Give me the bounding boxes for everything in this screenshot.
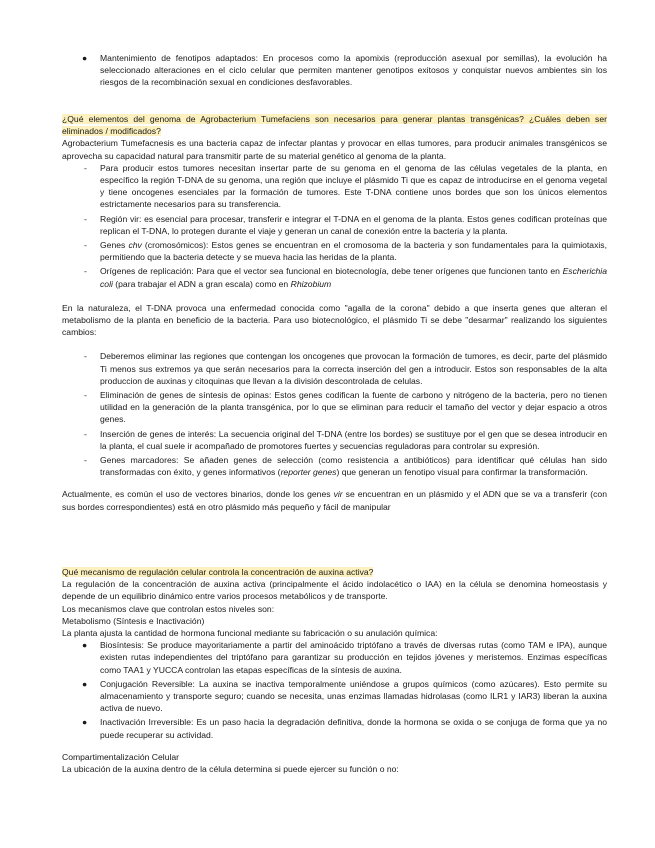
paragraph [62,488,607,512]
section-agrobacterium [62,113,607,513]
list-item [62,213,607,237]
dash-icon: - [84,266,87,277]
para-post: se encuentran en un plásmido y el ADN que se va a transferir (con sus bordes correspondientes) está en otro plásmido más pequeño y fácil de manipular [62,489,607,512]
dash-icon: - [84,162,87,173]
paragraph: La regulación de la concentración de auxina activa (principalmente el ácido indolacético o IAA) en la célula se denomina homeostasis y depende de un equilibrio dinámico entre varios procesos metabólicos y de transporte. [62,579,607,602]
item-text-em: Escherichia coli [100,266,607,289]
section-heading [62,566,607,578]
section-auxina [62,566,607,775]
item-text: En procesos como la apomixis (reproducción asexual por semillas), la evolución ha seleccionado alteraciones en el ciclo celular que permiten mantener genotipos exitosos y conquistar nuevos ambientes sin los riesgos de la recombinación sexual en condiciones desfavorables. [100,53,607,88]
item-text: Deberemos eliminar las regiones que contengan los oncogenes que provocan la formación de tumores, es decir, parte del plásmido Ti menos sus extremos ya que serán necesarios para la correcta inserción del gen a introducir. Estos son responsables de la alta produccion de auxinas y citoquinas que llevan a la división descontrolada de celulas. [100,351,607,386]
list-item [62,678,607,715]
paragraph: La planta ajusta la cantidad de hormona funcional mediante su fabricación o su anulación química: [62,628,438,639]
list-item [62,350,607,387]
item-text: Inserción de genes de interés: La secuencia original del T-DNA (entre los bordes) se sustituye por el gen que se desea introducir en la planta, el cual suele ir acompañado de promotores fuertes y secuencias reguladoras para controlar su expresión. [100,428,607,451]
heading-highlight: ¿Qué elementos del genoma de Agrobacterium Tumefaciens son necesarios para generar plantas transgénicas? ¿Cuáles deben ser eliminados / modificados? [62,114,607,137]
dash-list [62,162,607,290]
bullet-list [62,52,607,89]
bullet-dot-icon: ● [82,53,88,63]
bullet-list [62,639,607,741]
dash-icon: - [84,455,87,466]
item-text-em: reporter genes [280,467,337,478]
item-text: Para producir estos tumores necesitan insertar parte de su genoma en el genoma de las células vegetales de la planta, en específico la región T-DNA de su genoma, una región que incluye el plásmido Ti que es capaz de introducirse en el genoma vegetal y tiene oncogenes esenciales par la formación de tumores. Este T-DNA contiene unos bordes que son los únicos elementos estrictamente necesarios para su transferencia. [100,162,607,210]
subheading: Compartimentalización Celular [62,751,180,762]
item-text-pre: Genes [100,240,129,251]
list-item [62,639,607,676]
item-label: Mantenimiento de fenotipos adaptados: [100,53,258,63]
item-text-post: (cromosómicos): Estos genes se encuentran en el cromosoma de la bacteria y son fundamentales para la quimiotaxis, permitiendo que la bacteria detecte y se mueva hacia las heridas de la planta. [100,240,607,263]
paragraph: La ubicación de la auxina dentro de la célula determina si puede ejercer su función o no: [62,764,399,775]
bullet-dot-icon: ● [82,678,88,689]
item-text-em2: Rhizobium [290,278,332,289]
list-item [62,716,607,740]
dash-icon: - [84,390,87,401]
dash-list [62,350,607,478]
list-item [62,454,607,478]
item-text-pre: Orígenes de replicación: Para que el vector sea funcional en biotecnología, debe tener orígenes que funcionen tanto en [100,266,563,277]
item-text: Conjugación Reversible: La auxina se inactiva temporalmente uniéndose a grupos químicos (como azúcares). Esto permite su almacenamiento y transporte seguro; cuando se necesita, unas enzimas llamadas hidrolasas (como ILR1 y IAR3) liberan la auxina activa de nuevo. [100,678,607,714]
paragraph: En la naturaleza, el T-DNA provoca una enfermedad conocida como "agalla de la corona" debido a que inserta genes que alteran el metabolismo de la planta en beneficio de la bacteria. Para uso biotecnológico, el plásmido Ti se debe "desarmar" realizando los siguientes cambios: [62,302,607,338]
section-heading [62,113,607,137]
list-item [62,52,607,89]
dash-icon: - [84,213,87,224]
item-text: Inactivación Irreversible: Es un paso hacia la degradación definitiva, donde la hormona se oxida o se conjuga de forma que ya no puede recuperar su actividad. [100,717,607,740]
list-item [62,239,607,263]
list-item [62,162,607,211]
bullet-dot-icon: ● [82,640,88,651]
para-em: vir [333,489,343,500]
item-text: Eliminación de genes de síntesis de opinas: Estos genes codifican la fuente de carbono y nitrógeno de la bacteria, pero no tienen utilidad en la generación de la planta transgénica, por lo que se eliminan para reducir el tamaño del vector y dejar espacio a otros genes. [100,390,607,425]
item-text-mid: (para trabajar el ADN a gran escala) como en [112,278,291,289]
item-text: Biosíntesis: Se produce mayoritariamente a partir del aminoácido triptófano a través de diversas rutas (como TAM e IPA), aunque existen rutas independientes del triptófano para garantizar su producción en tejidos jóvenes y meristemos. Enzimas específicas como TAA1 y YUCCA controlan las etapas específicas de la síntesis de auxina. [100,640,607,675]
dash-icon: - [84,351,87,362]
section-apomixis [62,52,607,91]
subheading: Metabolismo (Síntesis e Inactivación) [62,615,205,626]
item-text-em: chv [128,240,142,251]
bullet-dot-icon: ● [82,717,88,728]
item-text: Región vir: es esencial para procesar, transferir e integrar el T-DNA en el genoma de la planta. Estos genes codifican proteínas que replican el T-DNA, lo protegen durante el viaje y generan un canal de conexión entre la bacteria y la planta. [100,213,607,236]
item-text-pre: Genes marcadores: Se añaden genes de selección (como resistencia a antibióticos) para identificar qué células han sido transformadas con éxito, y genes informativos ( [100,455,607,478]
list-item [62,428,607,452]
list-item [62,389,607,426]
paragraph: Agrobacterium Tumefacnesis es una bacteria capaz de infectar plantas y provocar en ellas tumores, para producir animales transgénicos se aprovecha su capacidad natural para transmitir parte de su material genético al genoma de la planta. [62,138,607,161]
item-text-post: ) que generan un fenotipo visual para confirmar la transformación. [336,467,588,478]
paragraph: Los mecanismos clave que controlan estos niveles son: [62,603,275,614]
list-item [62,265,607,289]
dash-icon: - [84,428,87,439]
dash-icon: - [84,240,87,251]
heading-highlight: Qué mecanismo de regulación celular controla la concentración de auxina activa? [62,567,374,577]
para-pre: Actualmente, es común el uso de vectores binarios, donde los genes [62,489,334,500]
